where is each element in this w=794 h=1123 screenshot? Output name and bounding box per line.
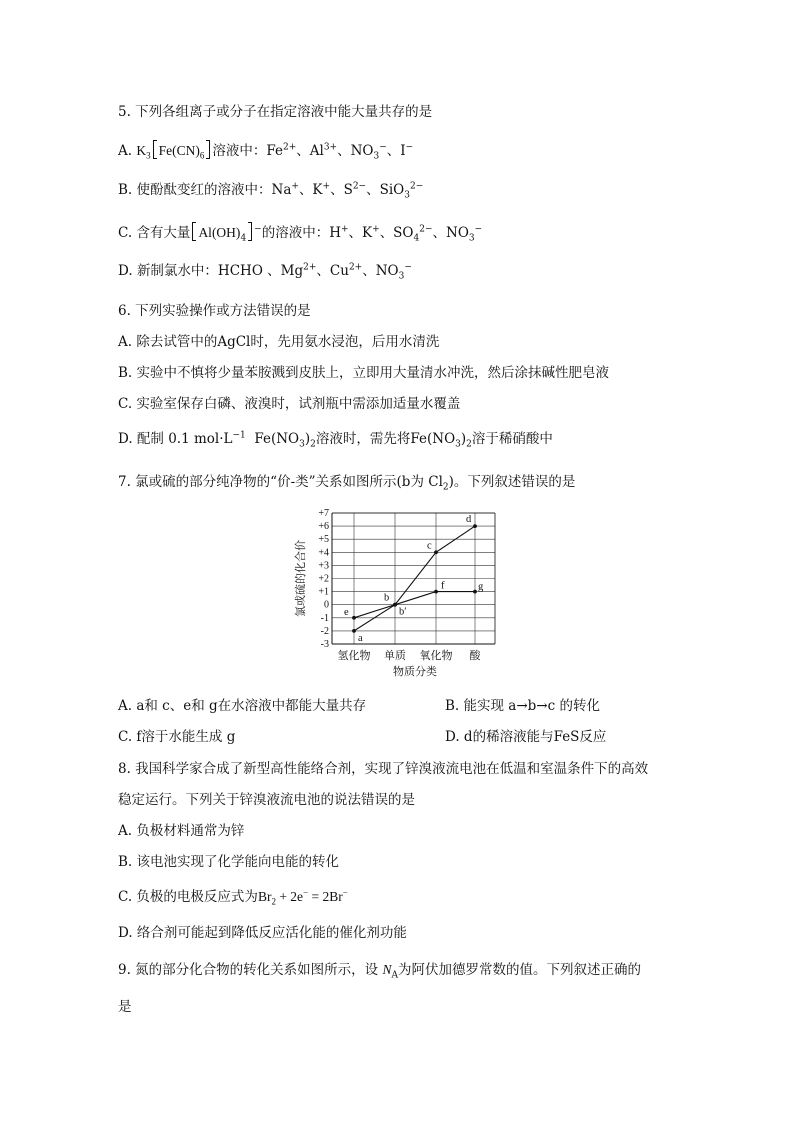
q5-option-a: A. $K_3$ $Fe(CN)_6$ 溶液中：$Fe^{2+}$、$Al^{3+}$、$NO_3^-$、I−: [118, 140, 413, 161]
q8-option-a: A. 负极材料通常为锌: [118, 823, 245, 839]
q7-option-b: B. 能实现 a→b→c 的转化: [445, 698, 600, 714]
data-point-a: [352, 629, 356, 633]
q8-option-c: C. 负极的电极反应式为$Br_2 + 2e^- = 2Br^-$: [118, 887, 348, 907]
y-tick-label: -2: [320, 625, 329, 637]
y-tick-label: +7: [318, 508, 329, 519]
y-tick-label: -3: [320, 639, 329, 650]
data-point-g: [473, 590, 477, 594]
q6-stem: 6. 下列实验操作或方法错误的是: [118, 303, 311, 319]
data-point-d: [473, 524, 477, 528]
q8-option-d: D. 络合剂可能起到降低反应活化能的催化剂功能: [118, 925, 407, 941]
y-tick-label: +6: [318, 521, 329, 533]
x-category-label: 酸: [469, 650, 481, 662]
y-tick-label: +5: [318, 534, 329, 546]
q9-stem-line1: 9. 氮的部分化合物的转化关系如图所示，设 $N_A$为阿伏加德罗常数的值。下列叙述正确的: [118, 962, 641, 981]
data-point-c: [434, 550, 438, 554]
q7-option-d: D. d的稀溶液能与FeS反应: [445, 729, 607, 745]
y-axis-title: 氯或硫的化合价: [295, 540, 307, 617]
q6-option-d: D. 配制 0.1 $mol\cdot L^{-1}$ $Fe(NO_3)_2$溶液时，需先将$Fe(NO_3)_2$溶于稀硝酸中: [118, 430, 553, 450]
q5-option-b: B. 使酚酞变红的溶液中：Na+、K+、$S^{2-}$、SiO$_3^{2-}$: [118, 181, 424, 201]
q7-stem: 7. 氯或硫的部分纯净物的“价-类”关系如图所示(b为 $Cl_2$)。下列叙述错误的是: [118, 474, 576, 493]
q6-option-b: B. 实验中不慎将少量苯胺溅到皮肤上，立即用大量清水冲洗，然后涂抹碱性肥皂液: [118, 365, 610, 381]
q6-option-a: A. 除去试管中的AgCl时，先用氨水浸泡，后用水清洗: [118, 334, 440, 350]
y-tick-label: +3: [318, 560, 329, 572]
y-tick-label: +4: [318, 547, 329, 559]
y-tick-label: +1: [318, 586, 329, 598]
data-point-label: f: [441, 580, 445, 592]
y-tick-label: +2: [318, 573, 329, 585]
q7-option-c: C. f溶于水能生成 g: [118, 729, 236, 745]
x-category-label: 单质: [384, 650, 406, 662]
q8-stem-line2: 稳定运行。下列关于锌溴液流电池的说法错误的是: [118, 792, 415, 808]
data-point-label: g: [478, 581, 484, 593]
x-category-label: 氢化物: [337, 650, 371, 662]
q5-stem: 5. 下列各组离子或分子在指定溶液中能大量共存的是: [118, 104, 433, 120]
y-tick-label: 0: [324, 599, 329, 611]
data-point-label: a: [358, 632, 363, 644]
y-tick-label: -1: [320, 612, 329, 624]
x-category-label: 氧化物: [419, 650, 453, 662]
data-point-label: b: [384, 592, 390, 604]
q5-option-c: C. 含有大量 $Al(OH)_4^-$的溶液中：H+、K+、$SO_4^{2-}$、$NO_3^-$: [118, 222, 482, 243]
data-point-f: [434, 590, 438, 594]
data-point-label: b′: [399, 606, 407, 618]
q5-option-d: D. 新制氯水中：HCHO 、$Mg^{2+}$、$Cu^{2+}$、$NO_3^-$: [118, 262, 412, 282]
valence-category-chart: [290, 506, 510, 682]
data-point-e: [352, 616, 356, 620]
data-point-label: d: [466, 514, 472, 526]
q9-stem-line2: 是: [118, 999, 132, 1015]
data-point-label: e: [344, 606, 349, 618]
q8-option-b: B. 该电池实现了化学能向电能的转化: [118, 854, 340, 870]
data-point-label: c: [427, 540, 432, 552]
data-point-b′: [393, 603, 397, 607]
q6-option-c: C. 实验室保存白磷、液溴时，试剂瓶中需添加适量水覆盖: [118, 396, 461, 412]
q8-stem-line1: 8. 我国科学家合成了新型高性能络合剂，实现了锌溴液流电池在低温和室温条件下的高效: [118, 761, 649, 777]
x-axis-title: 物质分类: [393, 666, 437, 678]
q7-option-a: A. a和 c、e和 g在水溶液中都能大量共存: [118, 698, 367, 714]
